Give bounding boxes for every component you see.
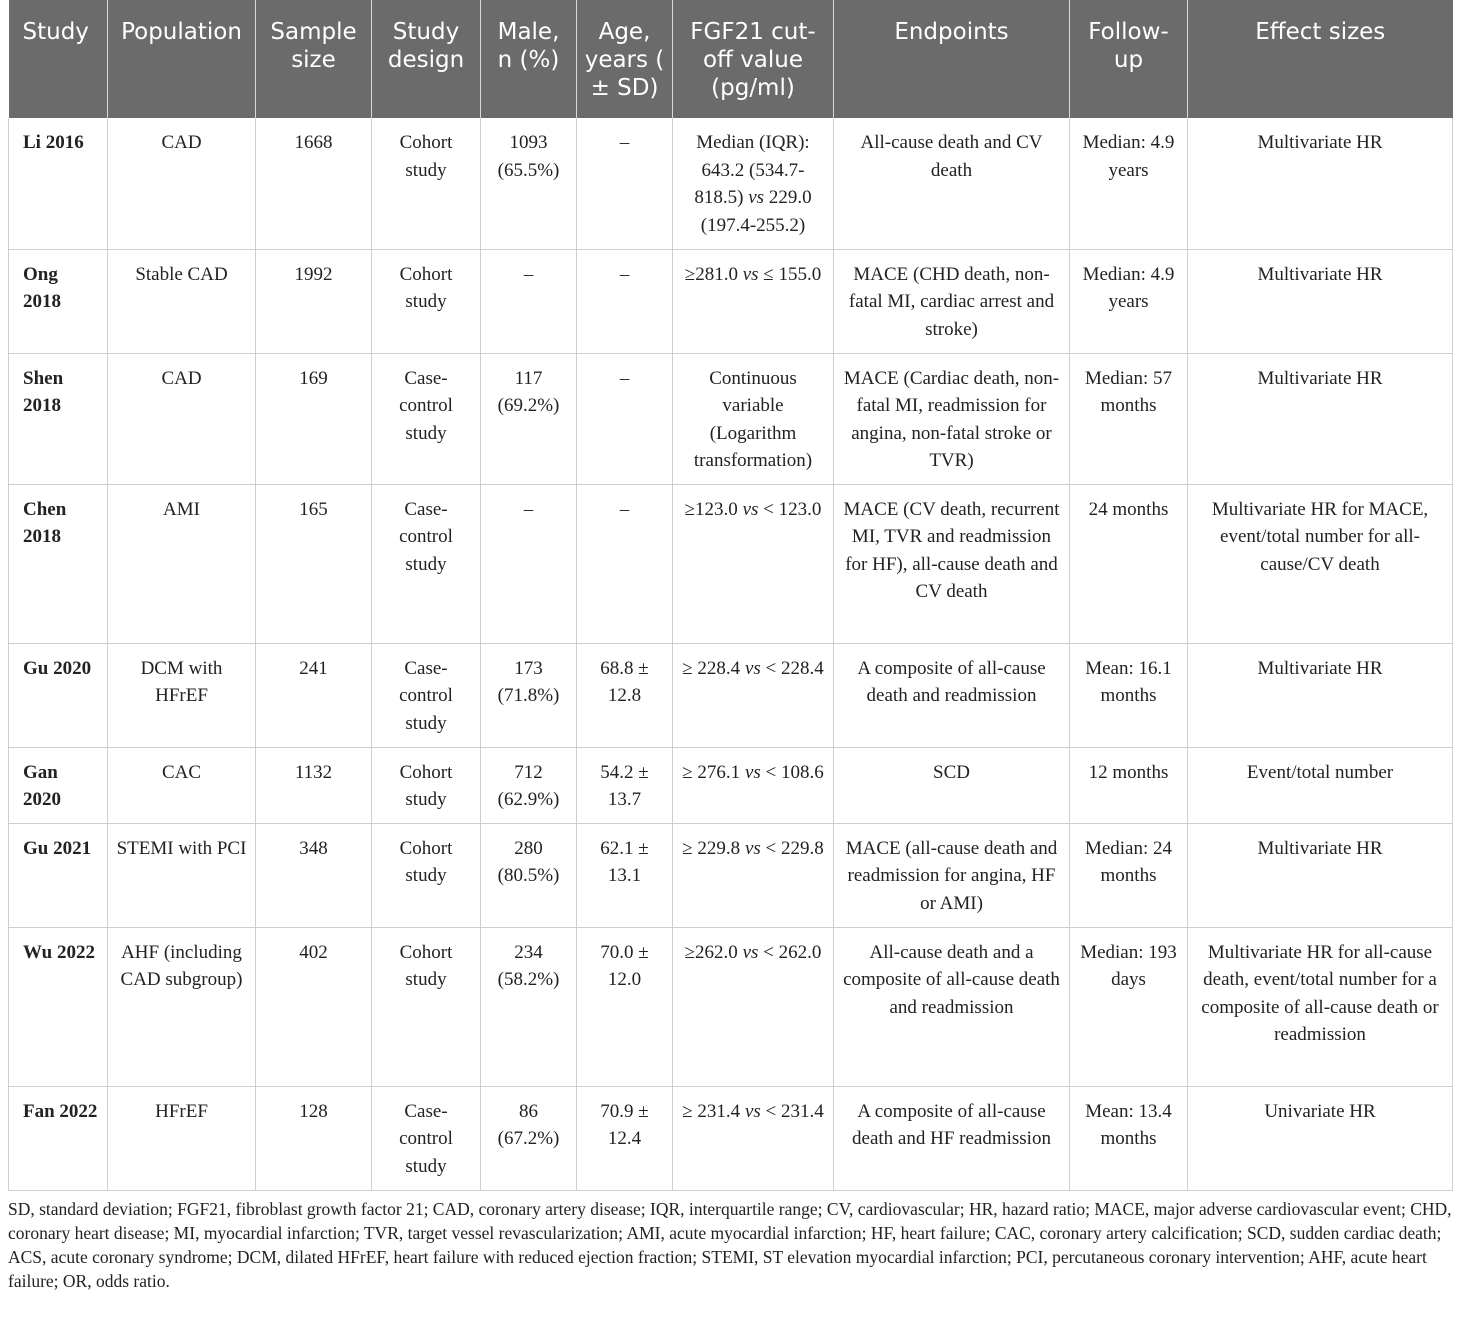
- cell-cutoff: [673, 1086, 834, 1190]
- cell-endpoints: MACE (Cardiac death, non-fatal MI, readmission for angina, non-fatal stroke or TVR): [834, 353, 1070, 484]
- table-container: [8, 0, 1452, 1293]
- cell-design: Case-control study: [372, 1086, 481, 1190]
- cell-male: 1093 (65.5%): [481, 118, 577, 249]
- cell-male: –: [481, 484, 577, 643]
- cell-sample-size: 402: [256, 927, 372, 1086]
- cell-cutoff: [673, 353, 834, 484]
- cell-effect-size: Univariate HR: [1188, 1086, 1453, 1190]
- cell-effect-size: Multivariate HR for MACE, event/total number for all-cause/CV death: [1188, 484, 1453, 643]
- cell-cutoff: [673, 747, 834, 823]
- cell-sample-size: 241: [256, 643, 372, 747]
- cell-age: 54.2 ± 13.7: [577, 747, 673, 823]
- cell-population: CAD: [108, 118, 256, 249]
- table-row: [9, 118, 1453, 249]
- cell-endpoints: All-cause death and a composite of all-cause death and readmission: [834, 927, 1070, 1086]
- cell-study: Shen 2018: [9, 353, 108, 484]
- header-male: Male, n (%): [481, 0, 577, 118]
- header-study-design: Study design: [372, 0, 481, 118]
- cell-population: CAD: [108, 353, 256, 484]
- cell-endpoints: MACE (CV death, recurrent MI, TVR and readmission for HF), all-cause death and CV death: [834, 484, 1070, 643]
- studies-table: [8, 0, 1453, 1191]
- header-endpoints: Endpoints: [834, 0, 1070, 118]
- cutoff-value-b: < 108.6: [760, 761, 824, 783]
- cutoff-vs: vs: [744, 657, 761, 679]
- cell-endpoints: SCD: [834, 747, 1070, 823]
- cutoff-value-b: < 228.4: [760, 657, 824, 679]
- cell-design: Cohort study: [372, 927, 481, 1086]
- cutoff-value-a: ≥ 276.1: [682, 761, 745, 783]
- cell-population: HFrEF: [108, 1086, 256, 1190]
- table-row: [9, 249, 1453, 353]
- cutoff-vs: vs: [742, 263, 759, 285]
- cell-follow-up: 12 months: [1070, 747, 1188, 823]
- cell-effect-size: Event/total number: [1188, 747, 1453, 823]
- cell-effect-size: Multivariate HR: [1188, 643, 1453, 747]
- cutoff-vs: vs: [744, 761, 761, 783]
- cutoff-value-a: ≥ 229.8: [682, 837, 745, 859]
- cell-follow-up: Mean: 13.4 months: [1070, 1086, 1188, 1190]
- cutoff-value-a: Continuous variable (Logarithm transformation): [693, 367, 813, 471]
- cell-study: Gan 2020: [9, 747, 108, 823]
- cell-age: 62.1 ± 13.1: [577, 823, 673, 927]
- cell-male: 712 (62.9%): [481, 747, 577, 823]
- cell-population: DCM with HFrEF: [108, 643, 256, 747]
- cell-design: Case-control study: [372, 643, 481, 747]
- cell-design: Cohort study: [372, 823, 481, 927]
- table-row: [9, 1086, 1453, 1190]
- cell-endpoints: A composite of all-cause death and readmission: [834, 643, 1070, 747]
- cell-sample-size: 165: [256, 484, 372, 643]
- cutoff-value-b: < 123.0: [758, 498, 822, 520]
- cell-study: Gu 2020: [9, 643, 108, 747]
- cell-age: –: [577, 118, 673, 249]
- cell-study: Wu 2022: [9, 927, 108, 1086]
- cell-sample-size: 128: [256, 1086, 372, 1190]
- cell-effect-size: Multivariate HR: [1188, 823, 1453, 927]
- table-row: [9, 643, 1453, 747]
- cell-endpoints: All-cause death and CV death: [834, 118, 1070, 249]
- cell-sample-size: 348: [256, 823, 372, 927]
- cell-male: 234 (58.2%): [481, 927, 577, 1086]
- cutoff-value-a: ≥123.0: [684, 498, 743, 520]
- header-effect-sizes: Effect sizes: [1188, 0, 1453, 118]
- cell-age: 70.9 ± 12.4: [577, 1086, 673, 1190]
- cutoff-value-a: ≥ 228.4: [682, 657, 745, 679]
- cell-cutoff: [673, 118, 834, 249]
- cell-male: 173 (71.8%): [481, 643, 577, 747]
- cell-follow-up: Median: 4.9 years: [1070, 249, 1188, 353]
- cutoff-value-b: ≤ 155.0: [758, 263, 822, 285]
- cell-study: Chen 2018: [9, 484, 108, 643]
- header-cutoff: FGF21 cut-off value (pg/ml): [673, 0, 834, 118]
- cutoff-vs: vs: [742, 941, 759, 963]
- cutoff-value-b: < 231.4: [760, 1100, 824, 1122]
- table-row: [9, 747, 1453, 823]
- cutoff-vs: vs: [748, 187, 765, 208]
- cutoff-vs: vs: [744, 1100, 761, 1122]
- cell-endpoints: MACE (all-cause death and readmission for angina, HF or AMI): [834, 823, 1070, 927]
- cell-cutoff: [673, 643, 834, 747]
- cell-effect-size: Multivariate HR: [1188, 249, 1453, 353]
- cell-follow-up: Median: 57 months: [1070, 353, 1188, 484]
- cell-sample-size: 1132: [256, 747, 372, 823]
- cell-cutoff: [673, 927, 834, 1086]
- header-study: Study: [9, 0, 108, 118]
- cell-design: Case-control study: [372, 353, 481, 484]
- cell-follow-up: 24 months: [1070, 484, 1188, 643]
- cutoff-vs: vs: [742, 498, 759, 520]
- cell-male: 86 (67.2%): [481, 1086, 577, 1190]
- cell-effect-size: Multivariate HR: [1188, 353, 1453, 484]
- cell-population: Stable CAD: [108, 249, 256, 353]
- cell-age: –: [577, 484, 673, 643]
- cell-follow-up: Median: 193 days: [1070, 927, 1188, 1086]
- cell-effect-size: Multivariate HR: [1188, 118, 1453, 249]
- cutoff-value-a: Median (IQR): 643.2 (534.7-818.5): [694, 132, 810, 208]
- cell-follow-up: Median: 4.9 years: [1070, 118, 1188, 249]
- header-follow-up: Follow-up: [1070, 0, 1188, 118]
- cutoff-value-b: < 262.0: [758, 941, 822, 963]
- cell-design: Cohort study: [372, 118, 481, 249]
- header-age: Age, years ( ± SD): [577, 0, 673, 118]
- cutoff-value-b: 229.0 (197.4-255.2): [700, 187, 812, 236]
- cell-follow-up: Median: 24 months: [1070, 823, 1188, 927]
- cell-population: CAC: [108, 747, 256, 823]
- header-population: Population: [108, 0, 256, 118]
- cell-endpoints: A composite of all-cause death and HF readmission: [834, 1086, 1070, 1190]
- cell-follow-up: Mean: 16.1 months: [1070, 643, 1188, 747]
- table-row: [9, 823, 1453, 927]
- table-row: [9, 353, 1453, 484]
- cutoff-vs: vs: [744, 837, 761, 859]
- cutoff-value-b: < 229.8: [760, 837, 824, 859]
- table-footnote: SD, standard deviation; FGF21, fibroblast growth factor 21; CAD, coronary artery disease; IQR, interquartile range; CV, cardiovascular; HR, hazard ratio; MACE, major adverse cardiovascular event; CHD, coronary heart disease; MI, myocardial infarction; TVR, target vessel revascularization; AMI, acute myocardial infarction; HF, heart failure; CAC, coronary artery calcification; SCD, sudden cardiac death; ACS, acute coronary syndrome; DCM, dilated HFrEF, heart failure with reduced ejection fraction; STEMI, ST elevation myocardial infarction; PCI, percutaneous coronary intervention; AHF, acute heart failure; OR, odds ratio.: [8, 1198, 1452, 1291]
- cell-design: Cohort study: [372, 249, 481, 353]
- cell-age: –: [577, 353, 673, 484]
- cell-endpoints: MACE (CHD death, non-fatal MI, cardiac arrest and stroke): [834, 249, 1070, 353]
- cell-age: –: [577, 249, 673, 353]
- cutoff-value-a: ≥ 231.4: [682, 1100, 745, 1122]
- cell-population: STEMI with PCI: [108, 823, 256, 927]
- cell-male: 117 (69.2%): [481, 353, 577, 484]
- cell-male: –: [481, 249, 577, 353]
- cell-male: 280 (80.5%): [481, 823, 577, 927]
- cell-study: Li 2016: [9, 118, 108, 249]
- cell-sample-size: 1992: [256, 249, 372, 353]
- cell-age: 68.8 ± 12.8: [577, 643, 673, 747]
- cell-population: AMI: [108, 484, 256, 643]
- cell-design: Case-control study: [372, 484, 481, 643]
- table-row: [9, 484, 1453, 643]
- cell-cutoff: [673, 249, 834, 353]
- header-sample-size: Sample size: [256, 0, 372, 118]
- cell-study: Fan 2022: [9, 1086, 108, 1190]
- cell-study: Ong 2018: [9, 249, 108, 353]
- cell-study: Gu 2021: [9, 823, 108, 927]
- cell-sample-size: 1668: [256, 118, 372, 249]
- cell-age: 70.0 ± 12.0: [577, 927, 673, 1086]
- cell-population: AHF (including CAD subgroup): [108, 927, 256, 1086]
- cutoff-value-a: ≥262.0: [684, 941, 743, 963]
- cell-cutoff: [673, 823, 834, 927]
- header-row: [9, 0, 1453, 118]
- cell-sample-size: 169: [256, 353, 372, 484]
- cutoff-value-a: ≥281.0: [684, 263, 743, 285]
- cell-effect-size: Multivariate HR for all-cause death, event/total number for a composite of all-cause death or readmission: [1188, 927, 1453, 1086]
- cell-cutoff: [673, 484, 834, 643]
- cell-design: Cohort study: [372, 747, 481, 823]
- table-row: [9, 927, 1453, 1086]
